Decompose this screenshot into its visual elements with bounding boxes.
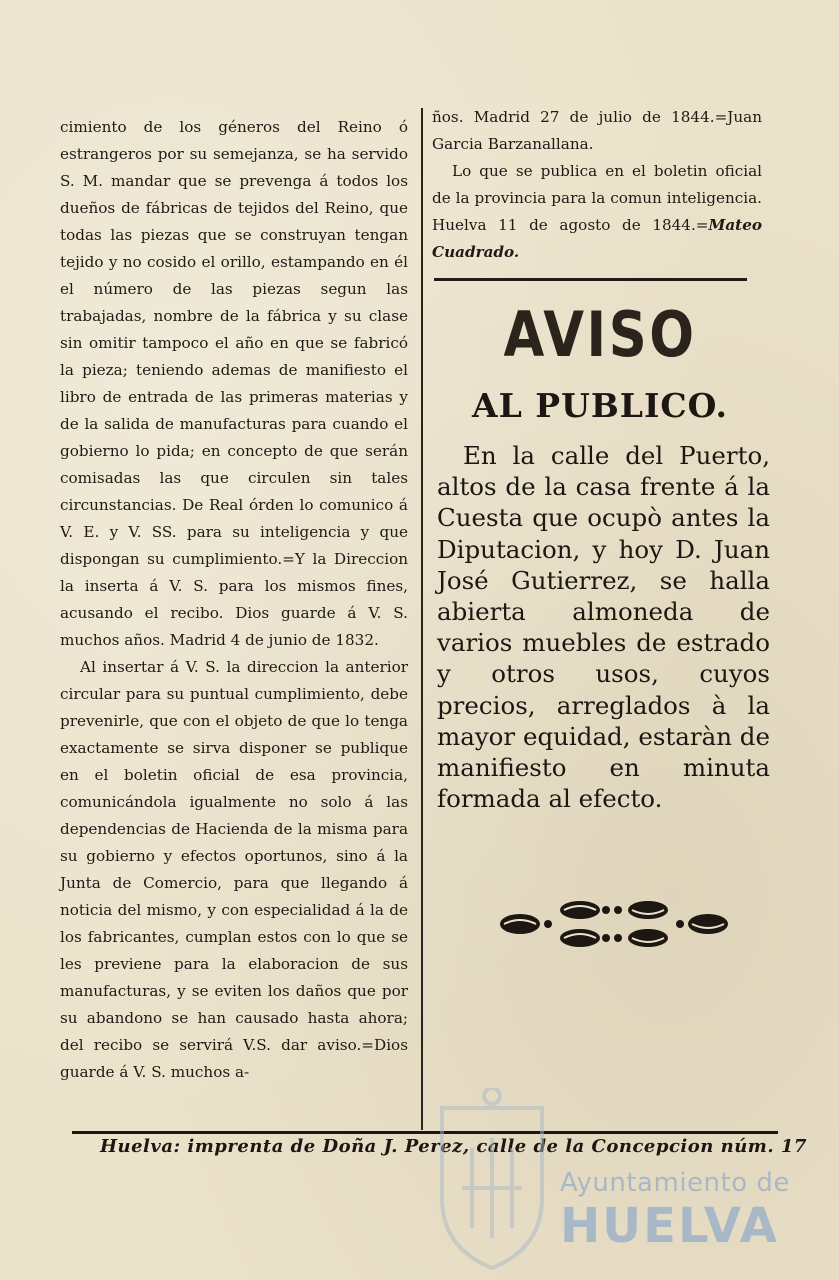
left-paragraph-1: cimiento de los géneros del Reino ó estrangeros por su semejanza, se ha servido S. M. mandar que se prevenga á todos los dueños de fábricas de tejidos del Reino, que todas las piezas que se construyan tengan tejido y no cosido el orillo, estampando en él el número de las piezas segun las trabajadas, nombre de la fábrica y su clase sin omitir tampoco el año en que se fabricó la pieza; teniendo ademas de manifiesto el libro de entrada de las primeras materias y de la salida de manufacturas para cuando el gobierno lo pida; en concepto de que serán comisadas las que circulen sin tales circunstancias. De Real órden lo comunico á V. E. y V. SS. para su inteligencia y que dispongan su cumplimiento.=Y la Direccion la inserta á V. S. para los mismos fines, acusando el recibo. Dios guarde á V. S. muchos años. Madrid 4 de junio de 1832. bbox=[60, 118, 408, 649]
notice-body bbox=[437, 440, 770, 814]
watermark-line-2: HUELVA bbox=[560, 1198, 779, 1254]
right-column-text bbox=[432, 104, 762, 266]
notice-subtitle: AL PUBLICO. bbox=[472, 386, 728, 425]
column-divider bbox=[421, 108, 423, 1130]
right-paragraph-1: ños. Madrid 27 de julio de 1844.=Juan Garcia Barzanallana. bbox=[432, 108, 762, 153]
left-column bbox=[60, 114, 408, 1086]
publication-note: Lo que se publica en el boletin oficial de la provincia para la comun inteligencia. Huelva 11 de agosto de 1844.= bbox=[432, 162, 762, 234]
notice-body-text: En la calle del Puerto, altos de la casa frente á la Cuesta que ocupò antes la Diputacion, y hoy D. Juan José Gutierrez, se halla abierta almoneda de varios muebles de estrado y otros usos, cuyos precios, arreglados à la mayor equidad, estaràn de manifiesto en minuta formada al efecto. bbox=[437, 441, 770, 814]
section-divider bbox=[434, 278, 747, 281]
notice-title: AVISO bbox=[503, 298, 697, 371]
left-paragraph-2: Al insertar á V. S. la direccion la anterior circular para su puntual cumplimiento, debe prevenirle, que con el objeto de que lo tenga exactamente se sirva disponer se publique en el boletin oficial de esa provincia, comunicándola igualmente no solo á las dependencias de Hacienda de la misma para su gobierno y efectos oportunos, sino á la Junta de Comercio, para que llegando á noticia del mismo, y con especialidad á la de los fabricantes, cumplan estos con lo que se les previene para la elaboracion de sus manufacturas, y se eviten los daños que por su abandono se han causado hasta ahora; del recibo se servirá V.S. dar aviso.=Dios guarde á V. S. muchos a- bbox=[60, 658, 408, 1081]
ornament-fleuron bbox=[498, 894, 730, 956]
watermark-line-1: Ayuntamiento de bbox=[560, 1168, 790, 1198]
printer-imprint: Huelva: imprenta de Doña J. Perez, calle de la Concepcion núm. 17 bbox=[100, 1136, 807, 1157]
signature: Mateo Cuadrado. bbox=[432, 216, 762, 261]
right-paragraph-2 bbox=[432, 158, 762, 266]
